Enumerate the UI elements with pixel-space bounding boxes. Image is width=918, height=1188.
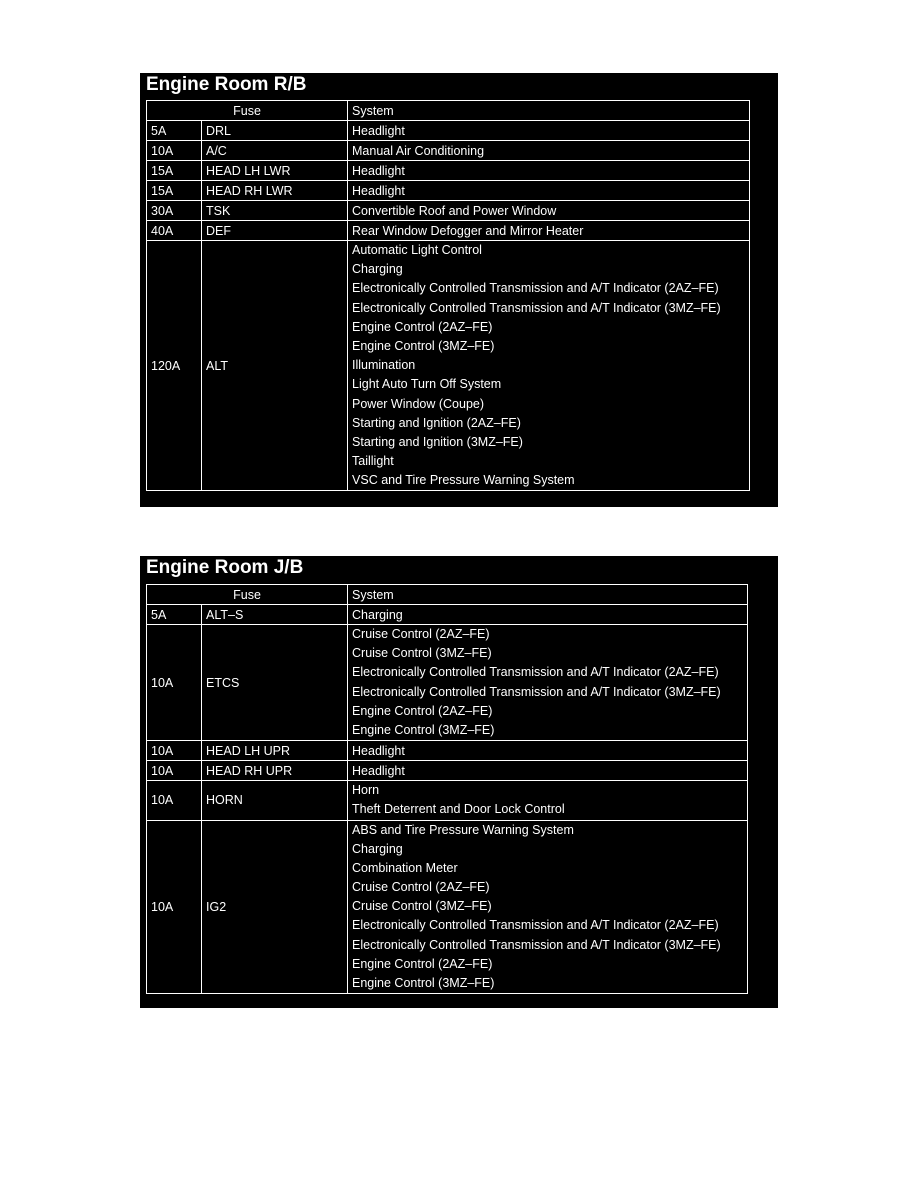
system-item: Engine Control (3MZ–FE) xyxy=(352,976,495,990)
fuse-name: HEAD RH LWR xyxy=(202,181,348,201)
system-item: Automatic Light Control xyxy=(352,243,482,257)
fuse-name: ETCS xyxy=(202,625,348,741)
system-item: Illumination xyxy=(352,358,416,373)
fuse-name: DEF xyxy=(202,221,348,241)
system-cell xyxy=(348,781,748,820)
system-cell xyxy=(348,201,750,221)
system-cell xyxy=(348,121,750,141)
table-row xyxy=(147,820,748,994)
system-item: Charging xyxy=(352,841,403,856)
system-item: Electronically Controlled Transmission and A/T Indicator (3MZ–FE) xyxy=(352,300,721,315)
system-item: VSC and Tire Pressure Warning System xyxy=(352,473,575,488)
system-item: Rear Window Defogger and Mirror Heater xyxy=(352,223,584,238)
table-row xyxy=(147,625,748,741)
system-item: Starting and Ignition (2AZ–FE) xyxy=(352,415,521,430)
table-row xyxy=(147,161,750,181)
system-item: Cruise Control (2AZ–FE) xyxy=(352,880,490,895)
fuse-amperage: 5A xyxy=(147,605,202,625)
fuse-name: TSK xyxy=(202,201,348,221)
system-cell xyxy=(348,181,750,201)
system-cell xyxy=(348,625,748,741)
fuse-name: ALT–S xyxy=(202,605,348,625)
fuse-amperage: 10A xyxy=(147,761,202,781)
system-item: Electronically Controlled Transmission and A/T Indicator (3MZ–FE) xyxy=(352,684,721,699)
system-item: Engine Control (2AZ–FE) xyxy=(352,703,493,718)
fuse-name: HEAD LH UPR xyxy=(202,741,348,761)
system-item: Starting and Ignition (3MZ–FE) xyxy=(352,434,523,449)
column-header-fuse: Fuse xyxy=(147,101,348,121)
fuse-name: DRL xyxy=(202,121,348,141)
system-item: Charging xyxy=(352,262,403,277)
fuse-name: A/C xyxy=(202,141,348,161)
panel-title: Engine Room R/B xyxy=(146,74,307,95)
table-row xyxy=(147,605,748,625)
system-item: Engine Control (2AZ–FE) xyxy=(352,956,493,971)
fuse-panel-engine-room-rb xyxy=(140,73,778,507)
fuse-panel-engine-room-jb xyxy=(140,556,778,1008)
system-item: Cruise Control (3MZ–FE) xyxy=(352,646,492,661)
fuse-amperage: 10A xyxy=(147,820,202,994)
panel-title: Engine Room J/B xyxy=(146,557,304,578)
fuse-amperage: 10A xyxy=(147,781,202,820)
fuse-name: IG2 xyxy=(202,820,348,994)
table-body xyxy=(147,605,748,994)
system-item: Headlight xyxy=(352,163,405,178)
system-item: Electronically Controlled Transmission and A/T Indicator (2AZ–FE) xyxy=(352,281,719,296)
system-item: Taillight xyxy=(352,454,394,469)
table-header-row xyxy=(147,585,748,605)
fuse-amperage: 15A xyxy=(147,181,202,201)
table-header-row xyxy=(147,101,750,121)
system-item: ABS and Tire Pressure Warning System xyxy=(352,822,574,837)
fuse-name: HEAD LH LWR xyxy=(202,161,348,181)
system-item: Headlight xyxy=(352,743,405,758)
system-item: Manual Air Conditioning xyxy=(352,143,485,158)
fuse-amperage: 120A xyxy=(147,241,202,491)
system-item: Power Window (Coupe) xyxy=(352,396,485,411)
fuse-amperage: 10A xyxy=(147,141,202,161)
system-cell xyxy=(348,605,748,625)
table-row xyxy=(147,121,750,141)
table-row xyxy=(147,221,750,241)
system-cell xyxy=(348,221,750,241)
system-item: Charging xyxy=(352,607,403,622)
fuse-amperage: 40A xyxy=(147,221,202,241)
fuse-amperage: 15A xyxy=(147,161,202,181)
fuse-name: ALT xyxy=(202,241,348,491)
fuse-amperage: 30A xyxy=(147,201,202,221)
table-row xyxy=(147,141,750,161)
system-item: Cruise Control (3MZ–FE) xyxy=(352,899,492,914)
fuse-amperage: 10A xyxy=(147,625,202,741)
table-row xyxy=(147,781,748,820)
table-row xyxy=(147,201,750,221)
system-item: Electronically Controlled Transmission and A/T Indicator (2AZ–FE) xyxy=(352,918,719,933)
column-header-system: System xyxy=(348,585,748,605)
column-header-fuse: Fuse xyxy=(147,585,348,605)
system-item: Horn xyxy=(352,783,380,798)
system-item: Headlight xyxy=(352,183,405,198)
system-item: Convertible Roof and Power Window xyxy=(352,203,557,218)
system-cell xyxy=(348,820,748,994)
system-item: Combination Meter xyxy=(352,860,458,875)
system-item: Headlight xyxy=(352,763,405,778)
system-item: Theft Deterrent and Door Lock Control xyxy=(352,802,565,817)
table-row xyxy=(147,741,748,761)
fuse-table xyxy=(146,100,750,491)
system-item: Cruise Control (2AZ–FE) xyxy=(352,627,490,641)
system-item: Light Auto Turn Off System xyxy=(352,377,502,392)
table-body xyxy=(147,121,750,491)
table-row xyxy=(147,761,748,781)
system-item: Engine Control (3MZ–FE) xyxy=(352,338,495,353)
fuse-amperage: 5A xyxy=(147,121,202,141)
system-cell xyxy=(348,761,748,781)
system-item: Electronically Controlled Transmission and A/T Indicator (3MZ–FE) xyxy=(352,937,721,952)
system-cell xyxy=(348,241,750,491)
system-item: Electronically Controlled Transmission and A/T Indicator (2AZ–FE) xyxy=(352,665,719,680)
system-item: Engine Control (3MZ–FE) xyxy=(352,722,495,737)
system-cell xyxy=(348,161,750,181)
table-row xyxy=(147,241,750,491)
system-cell xyxy=(348,141,750,161)
system-item: Engine Control (2AZ–FE) xyxy=(352,319,493,334)
fuse-table xyxy=(146,584,748,994)
system-cell xyxy=(348,741,748,761)
fuse-amperage: 10A xyxy=(147,741,202,761)
column-header-system: System xyxy=(348,101,750,121)
system-item: Headlight xyxy=(352,123,405,138)
fuse-name: HORN xyxy=(202,781,348,820)
fuse-name: HEAD RH UPR xyxy=(202,761,348,781)
table-row xyxy=(147,181,750,201)
